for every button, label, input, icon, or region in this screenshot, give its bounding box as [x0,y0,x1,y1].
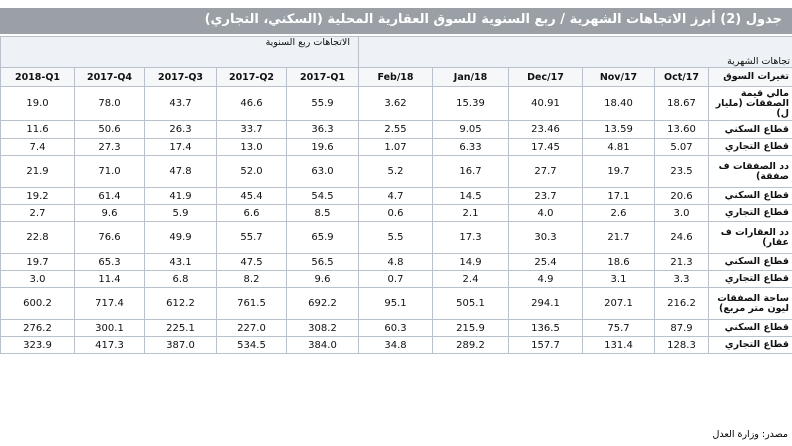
table-cell: 11.6 [1,121,75,139]
table-cell: 5.5 [359,222,433,254]
table-cell: 131.4 [583,337,655,354]
row-label-header: تغيرات السوق [709,68,792,87]
table-cell: 76.6 [75,222,145,254]
table-cell: 3.0 [655,205,709,222]
table-cell: 5.2 [359,156,433,188]
table-row [1,254,792,271]
table-cell: 128.3 [655,337,709,354]
table-cell: 505.1 [433,288,509,320]
column-header: Nov/17 [583,68,655,87]
table-cell: 19.7 [583,156,655,188]
table-cell: 19.6 [287,139,359,156]
table-cell: 87.9 [655,320,709,337]
table-cell: 136.5 [509,320,583,337]
column-header: Jan/18 [433,68,509,87]
column-header: 2017-Q2 [217,68,287,87]
table-row [1,121,792,139]
column-header: Oct/17 [655,68,709,87]
table-cell: 19.2 [1,188,75,205]
table-cell: 50.6 [75,121,145,139]
group-quarterly-label: الاتجاهات ربع السنوية [1,37,359,68]
table-cell: 52.0 [217,156,287,188]
table-cell: 17.4 [145,139,217,156]
source-note [0,424,792,446]
table-cell: 9.6 [287,271,359,288]
row-label: قطاع السكني [709,320,792,337]
table-cell: 3.3 [655,271,709,288]
table-title: جدول (2) أبرز الاتجاهات الشهرية / ربع السنوية للسوق العقارية المحلية (السكني، التجاري) [204,12,782,27]
column-header: 2017-Q1 [287,68,359,87]
table-cell: 43.7 [145,87,217,121]
table-cell: 18.67 [655,87,709,121]
table-row [1,87,792,121]
table-cell: 2.7 [1,205,75,222]
table-cell: 17.3 [433,222,509,254]
table-cell: 95.1 [359,288,433,320]
table-cell: 3.0 [1,271,75,288]
table-row [1,271,792,288]
table-cell: 61.4 [75,188,145,205]
table-cell: 21.7 [583,222,655,254]
table-cell: 7.4 [1,139,75,156]
table-cell: 65.9 [287,222,359,254]
table-cell: 612.2 [145,288,217,320]
table-cell: 23.7 [509,188,583,205]
trends-table [0,36,792,354]
table-cell: 3.1 [583,271,655,288]
table-cell: 216.2 [655,288,709,320]
table-cell: 47.5 [217,254,287,271]
table-cell: 225.1 [145,320,217,337]
table-cell: 5.9 [145,205,217,222]
table-cell: 41.9 [145,188,217,205]
table-cell: 4.0 [509,205,583,222]
group-monthly-label: تجاهات الشهرية [359,37,792,68]
table-cell: 40.91 [509,87,583,121]
table-cell: 2.6 [583,205,655,222]
table-cell: 18.40 [583,87,655,121]
table-cell: 3.62 [359,87,433,121]
table-cell: 215.9 [433,320,509,337]
row-label: دد العقارات ف عقار) [709,222,792,254]
table-row [1,139,792,156]
table-row [1,288,792,320]
table-cell: 24.6 [655,222,709,254]
table-cell: 227.0 [217,320,287,337]
table-cell: 23.46 [509,121,583,139]
table-cell: 294.1 [509,288,583,320]
column-header: Dec/17 [509,68,583,87]
table-cell: 2.55 [359,121,433,139]
table-cell: 600.2 [1,288,75,320]
table-cell: 78.0 [75,87,145,121]
table-cell: 14.9 [433,254,509,271]
table-cell: 21.9 [1,156,75,188]
table-cell: 75.7 [583,320,655,337]
table-cell: 276.2 [1,320,75,337]
table-cell: 25.4 [509,254,583,271]
table-cell: 4.8 [359,254,433,271]
table-row [1,222,792,254]
table-cell: 207.1 [583,288,655,320]
table-cell: 16.7 [433,156,509,188]
table-cell: 6.6 [217,205,287,222]
table-cell: 65.3 [75,254,145,271]
table-cell: 4.7 [359,188,433,205]
table-cell: 17.1 [583,188,655,205]
table-cell: 14.5 [433,188,509,205]
table-cell: 4.9 [509,271,583,288]
table-cell: 19.0 [1,87,75,121]
column-header-row [1,68,792,87]
group-header-row [1,37,792,68]
table-cell: 13.60 [655,121,709,139]
table-cell: 54.5 [287,188,359,205]
table-cell: 2.4 [433,271,509,288]
table-row [1,188,792,205]
table-row [1,156,792,188]
column-header: 2017-Q4 [75,68,145,87]
table-title-bar [0,8,792,34]
source-text: مصدر: وزارة العدل [712,429,788,440]
table-cell: 19.7 [1,254,75,271]
table-cell: 63.0 [287,156,359,188]
table-cell: 9.6 [75,205,145,222]
table-cell: 717.4 [75,288,145,320]
row-label: مالي قيمة الصفقات (مليار ل) [709,87,792,121]
table-cell: 534.5 [217,337,287,354]
table-cell: 20.6 [655,188,709,205]
table-cell: 417.3 [75,337,145,354]
table-cell: 308.2 [287,320,359,337]
table-cell: 8.2 [217,271,287,288]
row-label: دد الصفقات ف صفقة) [709,156,792,188]
table-cell: 6.8 [145,271,217,288]
row-label: قطاع التجاري [709,205,792,222]
table-cell: 18.6 [583,254,655,271]
table-cell: 26.3 [145,121,217,139]
table-cell: 15.39 [433,87,509,121]
table-cell: 11.4 [75,271,145,288]
table-cell: 0.6 [359,205,433,222]
table-row [1,320,792,337]
row-label: ساحة الصفقات ليون متر مربع) [709,288,792,320]
table-cell: 289.2 [433,337,509,354]
table-cell: 27.3 [75,139,145,156]
table-cell: 323.9 [1,337,75,354]
table-cell: 692.2 [287,288,359,320]
table-cell: 8.5 [287,205,359,222]
table-cell: 157.7 [509,337,583,354]
row-label: قطاع السكني [709,188,792,205]
table-cell: 5.07 [655,139,709,156]
table-cell: 300.1 [75,320,145,337]
table-cell: 17.45 [509,139,583,156]
column-header: 2018-Q1 [1,68,75,87]
table-cell: 387.0 [145,337,217,354]
table-cell: 27.7 [509,156,583,188]
table-cell: 55.7 [217,222,287,254]
column-header: Feb/18 [359,68,433,87]
row-label: قطاع التجاري [709,139,792,156]
table-cell: 34.8 [359,337,433,354]
table-cell: 43.1 [145,254,217,271]
table-cell: 47.8 [145,156,217,188]
row-label: قطاع السكني [709,254,792,271]
table-row [1,205,792,222]
table-cell: 2.1 [433,205,509,222]
table-cell: 36.3 [287,121,359,139]
table-cell: 23.5 [655,156,709,188]
table-cell: 49.9 [145,222,217,254]
table-cell: 22.8 [1,222,75,254]
table-cell: 55.9 [287,87,359,121]
table-cell: 46.6 [217,87,287,121]
table-cell: 0.7 [359,271,433,288]
table-cell: 56.5 [287,254,359,271]
table-cell: 1.07 [359,139,433,156]
table-cell: 21.3 [655,254,709,271]
table-cell: 30.3 [509,222,583,254]
table-cell: 384.0 [287,337,359,354]
table-cell: 6.33 [433,139,509,156]
table-cell: 9.05 [433,121,509,139]
row-label: قطاع التجاري [709,337,792,354]
row-label: قطاع التجاري [709,271,792,288]
table-cell: 13.59 [583,121,655,139]
table-cell: 71.0 [75,156,145,188]
table-cell: 33.7 [217,121,287,139]
table-cell: 45.4 [217,188,287,205]
row-label: قطاع السكني [709,121,792,139]
table-cell: 13.0 [217,139,287,156]
table-row [1,337,792,354]
column-header: 2017-Q3 [145,68,217,87]
table-cell: 4.81 [583,139,655,156]
table-cell: 761.5 [217,288,287,320]
table-cell: 60.3 [359,320,433,337]
